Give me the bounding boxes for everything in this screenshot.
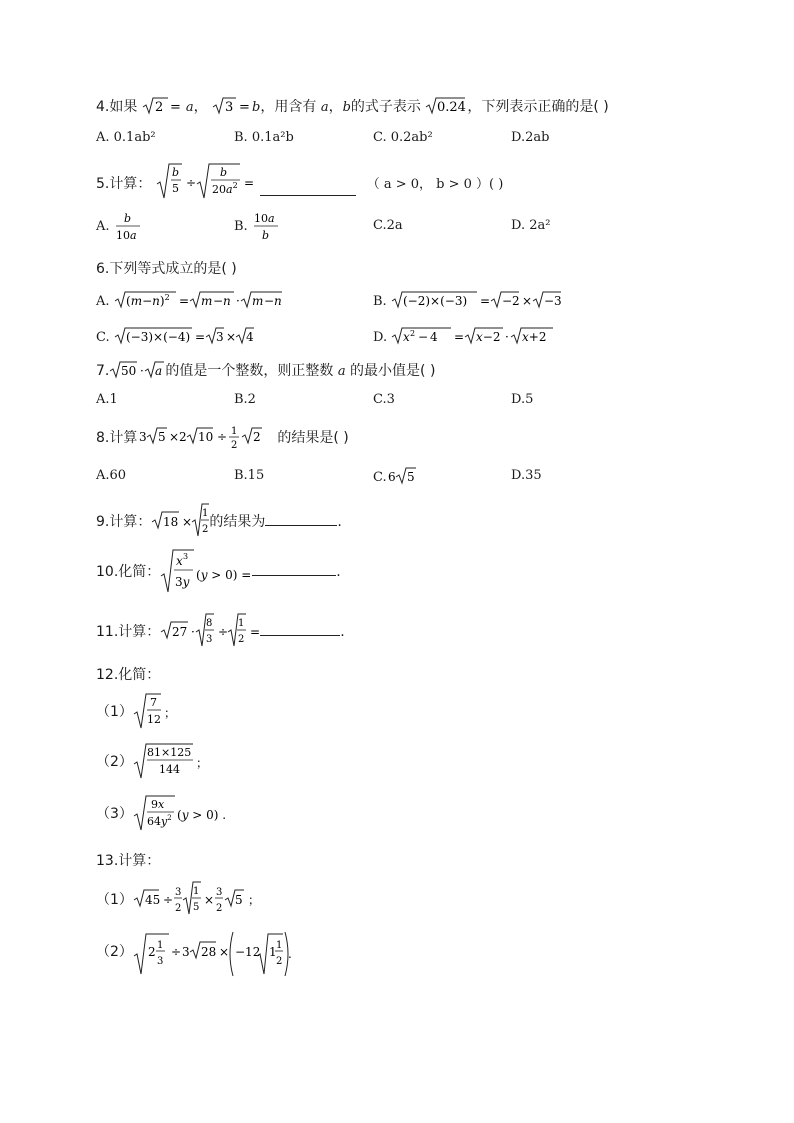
svg-text:(−2)×(−3): (−2)×(−3) bbox=[402, 294, 468, 308]
svg-text:−2: −2 bbox=[501, 294, 520, 308]
q13-part-1 bbox=[96, 880, 265, 920]
svg-text:2: 2 bbox=[147, 945, 156, 959]
q8-option-c-math bbox=[387, 466, 419, 486]
svg-text:−: − bbox=[212, 294, 223, 308]
svg-text:2: 2 bbox=[253, 430, 261, 444]
q5-option-b[interactable] bbox=[234, 210, 282, 244]
question-4 bbox=[96, 96, 609, 116]
svg-text:12: 12 bbox=[146, 713, 161, 726]
svg-text:1: 1 bbox=[202, 508, 209, 519]
q5-option-a-label: A. bbox=[96, 219, 110, 234]
svg-text:·: · bbox=[140, 364, 145, 378]
svg-text:28: 28 bbox=[200, 945, 217, 959]
q12-part-3 bbox=[96, 794, 225, 834]
q4-sep: ， bbox=[328, 99, 343, 115]
svg-text:7: 7 bbox=[149, 696, 157, 709]
svg-text:÷: ÷ bbox=[218, 625, 229, 639]
svg-text:x: x bbox=[176, 554, 184, 568]
svg-text:；: ； bbox=[247, 893, 260, 907]
q10-expression bbox=[160, 548, 252, 596]
q10-answer-blank[interactable] bbox=[252, 574, 336, 576]
svg-text:5: 5 bbox=[192, 902, 200, 913]
svg-text:2: 2 bbox=[154, 100, 164, 115]
svg-text:−: − bbox=[263, 294, 274, 308]
q12-part-2-math bbox=[133, 742, 213, 782]
q6-option-a-label: A. bbox=[96, 294, 110, 309]
svg-text:2: 2 bbox=[174, 903, 182, 914]
q4-sqrt3-eq-b bbox=[212, 96, 252, 116]
q7-stem-a: 7. bbox=[96, 363, 110, 379]
q9-stem-b: 的结果为 bbox=[209, 514, 266, 530]
q11-expression bbox=[160, 612, 260, 652]
q6-option-b[interactable] bbox=[373, 290, 563, 310]
svg-text:3: 3 bbox=[215, 887, 223, 898]
svg-text:2: 2 bbox=[231, 440, 238, 451]
svg-text:×: × bbox=[169, 430, 180, 444]
svg-text:2: 2 bbox=[238, 634, 245, 645]
q5-option-b-label: B. bbox=[234, 219, 248, 234]
svg-text:×: × bbox=[203, 893, 214, 907]
svg-text:a: a bbox=[155, 364, 163, 378]
svg-text:3: 3 bbox=[139, 430, 147, 444]
svg-text:；: ； bbox=[163, 706, 176, 720]
q7-expression bbox=[109, 360, 165, 380]
svg-text:−3: −3 bbox=[543, 294, 562, 308]
svg-text:81×125: 81×125 bbox=[146, 746, 192, 759]
q13-part-1-math bbox=[133, 880, 265, 920]
svg-text:2: 2 bbox=[179, 430, 187, 444]
q5-option-a-math bbox=[114, 210, 144, 244]
svg-text:2: 2 bbox=[202, 524, 209, 535]
q11-end: . bbox=[340, 624, 345, 640]
q4-sqrt-0-24 bbox=[425, 96, 467, 116]
svg-text:b: b bbox=[171, 166, 179, 179]
svg-text:0.24: 0.24 bbox=[437, 100, 467, 115]
q6-option-d[interactable] bbox=[373, 326, 555, 346]
q8-expression bbox=[137, 422, 277, 454]
q6-option-c-math bbox=[114, 326, 254, 346]
q6-option-b-math bbox=[391, 290, 563, 310]
q12-part-2-label: （2） bbox=[96, 754, 133, 770]
q4-stem-b: ， bbox=[193, 99, 208, 115]
svg-text:8: 8 bbox=[206, 618, 213, 629]
svg-text:·: · bbox=[235, 294, 240, 308]
q5-condition: （ a > 0， b > 0 ）( ) bbox=[366, 177, 504, 192]
question-13: 13.计算： bbox=[96, 853, 161, 869]
q6-option-a[interactable] bbox=[96, 290, 284, 310]
q8-option-b[interactable]: B.15 bbox=[234, 468, 265, 483]
q5-option-a[interactable] bbox=[96, 210, 144, 244]
svg-text:=: = bbox=[250, 625, 261, 639]
svg-text:−12: −12 bbox=[234, 945, 261, 959]
q5-stem: 5.计算： bbox=[96, 176, 152, 192]
svg-text:m: m bbox=[251, 294, 264, 308]
q4-stem-d: 的式子表示 bbox=[350, 99, 421, 115]
question-11 bbox=[96, 612, 345, 652]
q12-part-3-label: （3） bbox=[96, 806, 133, 822]
svg-text:x+2: x+2 bbox=[522, 330, 547, 344]
svg-text:·: · bbox=[191, 625, 196, 639]
svg-text:×: × bbox=[182, 515, 193, 529]
svg-text:÷: ÷ bbox=[185, 176, 196, 190]
svg-text:4: 4 bbox=[245, 330, 254, 344]
q7-var: a bbox=[337, 364, 346, 379]
svg-text:9x: 9x bbox=[150, 798, 165, 811]
q13-part-1-label: （1） bbox=[96, 892, 133, 908]
svg-text:1: 1 bbox=[192, 886, 200, 897]
svg-text:3: 3 bbox=[215, 330, 224, 344]
q5-answer-blank[interactable] bbox=[260, 194, 356, 196]
q7-option-a[interactable]: A.1 bbox=[96, 392, 118, 407]
q7-option-b[interactable]: B.2 bbox=[234, 392, 256, 407]
question-6: 6.下列等式成立的是( ) bbox=[96, 261, 237, 277]
q4-var-b2: b bbox=[342, 100, 351, 115]
q12-part-2 bbox=[96, 742, 213, 782]
q12-part-1-math bbox=[133, 692, 176, 732]
q8-stem-b: 的结果是( ) bbox=[277, 430, 349, 446]
svg-text:=: = bbox=[178, 294, 189, 308]
svg-text:b: b bbox=[123, 212, 131, 225]
q8-option-c[interactable] bbox=[373, 466, 419, 486]
svg-text:n: n bbox=[222, 294, 231, 308]
q5-expression bbox=[156, 162, 256, 202]
q10-stem: 10.化简： bbox=[96, 564, 161, 580]
svg-text:b: b bbox=[261, 229, 270, 242]
svg-text:(m−n)2: $(m-n)^2$ bbox=[125, 293, 170, 308]
q6-option-b-label: B. bbox=[373, 294, 387, 309]
q8-option-d[interactable]: D.35 bbox=[511, 468, 542, 483]
q5-option-d[interactable]: D. 2a² bbox=[511, 218, 551, 233]
svg-text:4: 4 bbox=[430, 330, 439, 344]
svg-text:1: 1 bbox=[275, 940, 283, 951]
q12-part-3-math bbox=[133, 794, 225, 834]
svg-text:5: 5 bbox=[406, 470, 415, 484]
svg-text:64y2: $64y^2$ bbox=[146, 814, 172, 828]
svg-text:3: 3 bbox=[156, 956, 164, 967]
q4-stem-e: ，下列表示正确的是( ) bbox=[467, 99, 609, 115]
q13-part-2-math bbox=[133, 928, 293, 980]
q4-var-b: b bbox=[252, 100, 261, 115]
svg-text:20a2: $20a^2$ bbox=[211, 181, 238, 196]
q11-answer-blank[interactable] bbox=[260, 634, 340, 636]
svg-text:45: 45 bbox=[144, 893, 161, 907]
q5-option-b-math bbox=[252, 210, 282, 244]
svg-text:27: 27 bbox=[172, 625, 188, 639]
svg-text:10a: 10a bbox=[115, 229, 137, 242]
svg-text:2: 2 bbox=[410, 329, 416, 338]
q8-stem-a: 8.计算 bbox=[96, 430, 138, 446]
svg-text:144: 144 bbox=[158, 763, 180, 776]
svg-text:−: − bbox=[418, 330, 429, 344]
q6-option-c-label: C. bbox=[96, 330, 110, 345]
q12-part-1 bbox=[96, 692, 176, 732]
svg-text:=: = bbox=[169, 100, 181, 115]
q9-expression bbox=[151, 502, 209, 540]
svg-text:·: · bbox=[505, 330, 510, 344]
svg-text:×: × bbox=[225, 330, 236, 344]
q13-part-2-label: （2） bbox=[96, 944, 133, 960]
q4-option-a[interactable]: A. 0.1ab² bbox=[96, 130, 156, 145]
q7-stem-b: 的值是一个整数，则正整数 bbox=[165, 363, 334, 379]
svg-text:(y > 0) =: (y > 0) = bbox=[196, 568, 252, 582]
svg-text:2: 2 bbox=[275, 956, 283, 967]
q7-option-d[interactable]: D.5 bbox=[511, 392, 534, 407]
svg-text:2: 2 bbox=[215, 903, 223, 914]
q8-option-c-label: C. bbox=[373, 470, 387, 485]
svg-text:3: 3 bbox=[174, 887, 182, 898]
svg-text:6: 6 bbox=[387, 470, 396, 484]
svg-text:18: 18 bbox=[163, 515, 179, 529]
q4-var-a: a bbox=[185, 100, 194, 115]
svg-text:1: 1 bbox=[268, 945, 277, 959]
svg-text:10a: 10a bbox=[253, 212, 275, 225]
svg-text:3: 3 bbox=[183, 552, 189, 561]
q4-option-b[interactable]: B. 0.1a²b bbox=[234, 130, 294, 145]
q5-option-c[interactable]: C.2a bbox=[373, 218, 403, 233]
question-7 bbox=[96, 360, 435, 380]
svg-text:1: 1 bbox=[231, 426, 238, 437]
svg-text:1: 1 bbox=[156, 940, 164, 951]
svg-text:×: × bbox=[218, 945, 229, 959]
q8-option-a[interactable]: A.60 bbox=[96, 468, 127, 483]
q4-option-d[interactable]: D.2ab bbox=[511, 130, 550, 145]
svg-text:1: 1 bbox=[238, 618, 245, 629]
q4-stem-c: ，用含有 bbox=[260, 99, 317, 115]
svg-text:÷: ÷ bbox=[217, 430, 228, 444]
q12-part-1-label: （1） bbox=[96, 704, 133, 720]
q4-var-a2: a bbox=[320, 100, 329, 115]
svg-text:3: 3 bbox=[181, 945, 190, 959]
q9-end: . bbox=[337, 514, 342, 530]
svg-text:3: 3 bbox=[206, 634, 213, 645]
q4-sqrt2-eq-a bbox=[142, 96, 186, 116]
svg-text:3y: 3y bbox=[175, 575, 190, 589]
svg-text:5: 5 bbox=[171, 182, 179, 195]
svg-text:5: 5 bbox=[234, 893, 243, 907]
q9-stem-a: 9.计算： bbox=[96, 514, 152, 530]
svg-text:=: = bbox=[454, 330, 465, 344]
svg-text:÷: ÷ bbox=[170, 945, 181, 959]
q10-end: . bbox=[336, 564, 341, 580]
svg-text:10: 10 bbox=[198, 430, 214, 444]
q13-part-2 bbox=[96, 928, 293, 980]
question-5 bbox=[96, 162, 503, 202]
svg-text:x−2: x−2 bbox=[476, 330, 501, 344]
svg-text:(y > 0) .: (y > 0) . bbox=[176, 808, 227, 822]
q6-option-a-math bbox=[114, 290, 284, 310]
svg-text:×: × bbox=[521, 294, 533, 308]
svg-text:5: 5 bbox=[158, 430, 166, 444]
q7-option-c[interactable]: C.3 bbox=[373, 392, 395, 407]
svg-text:÷: ÷ bbox=[162, 893, 173, 907]
q4-option-c[interactable]: C. 0.2ab² bbox=[373, 130, 433, 145]
svg-text:b: b bbox=[219, 166, 227, 179]
q9-answer-blank[interactable] bbox=[265, 524, 337, 526]
svg-text:=: = bbox=[243, 176, 254, 190]
svg-text:=: = bbox=[239, 100, 250, 115]
question-12: 12.化简： bbox=[96, 667, 161, 683]
svg-text:=: = bbox=[194, 330, 205, 344]
svg-text:50: 50 bbox=[121, 364, 137, 378]
question-9 bbox=[96, 502, 342, 540]
q6-option-d-label: D. bbox=[373, 330, 388, 345]
q11-stem: 11.计算： bbox=[96, 624, 161, 640]
svg-text:n: n bbox=[273, 294, 282, 308]
q7-stem-c: 的最小值是( ) bbox=[350, 363, 436, 379]
svg-text:(−3)×(−4): (−3)×(−4) bbox=[125, 330, 191, 344]
svg-text:x: x bbox=[403, 330, 411, 344]
svg-text:.: . bbox=[287, 947, 292, 961]
svg-text:=: = bbox=[479, 294, 491, 308]
q6-option-d-math bbox=[391, 326, 555, 346]
svg-text:；: ； bbox=[195, 756, 208, 770]
q4-stem-a: 4.如果 bbox=[96, 99, 138, 115]
svg-text:3: 3 bbox=[225, 100, 234, 115]
question-8 bbox=[96, 422, 349, 454]
question-10 bbox=[96, 548, 341, 596]
q6-option-c[interactable] bbox=[96, 326, 254, 346]
svg-text:m: m bbox=[200, 294, 213, 308]
